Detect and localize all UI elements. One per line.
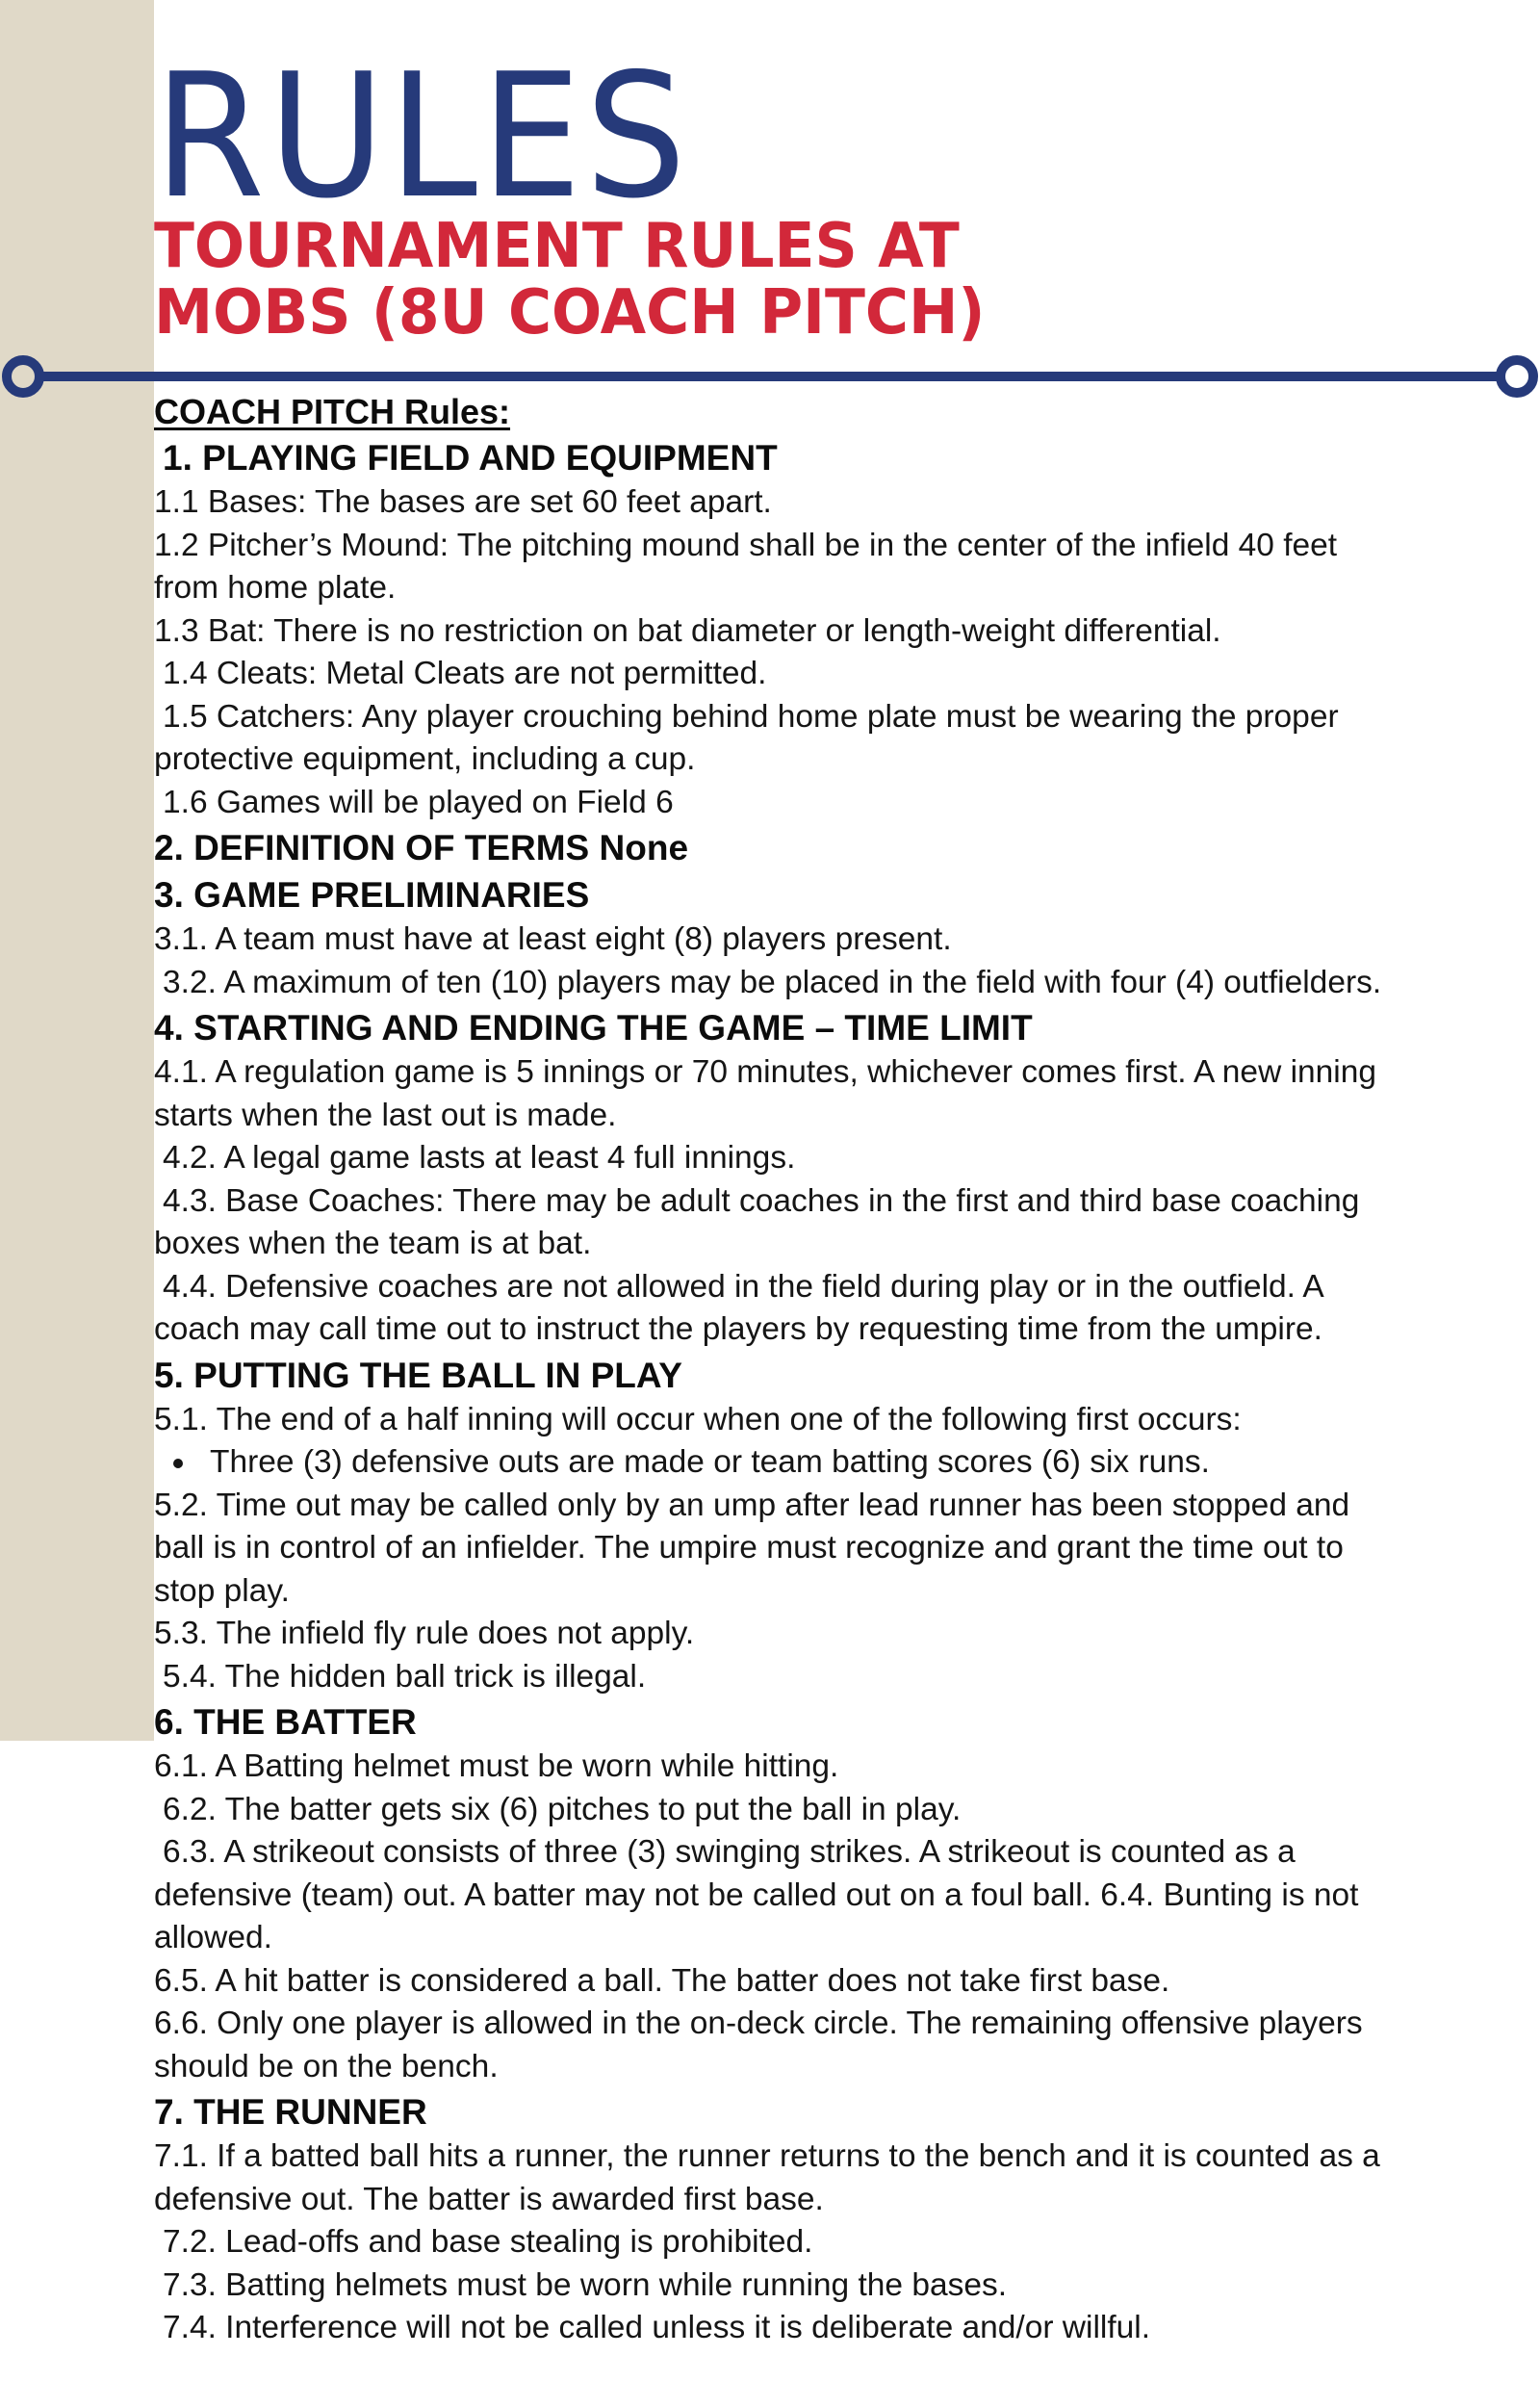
rule-line: 4.3. Base Coaches: There may be adult coaches in the first and third base coaching: [163, 1182, 1360, 1219]
bullet-text: Three (3) defensive outs are made or team batting scores (6) six runs.: [210, 1444, 1210, 1480]
rule-line: boxes when the team is at bat.: [154, 1226, 592, 1261]
rule-line: 4.4. Defensive coaches are not allowed in the field during play or in the outfield. A: [163, 1268, 1324, 1305]
section-ball-in-play: [154, 1352, 1521, 1699]
rule-line: 7.3. Batting helmets must be worn while running the bases.: [163, 2266, 1008, 2303]
section-heading: 7. THE RUNNER: [154, 2092, 427, 2132]
rule-line: 4.1. A regulation game is 5 innings or 70 minutes, whichever comes first. A new inning: [154, 1054, 1376, 1090]
rules-intro-heading: COACH PITCH Rules:: [154, 392, 511, 431]
rule-line: 4.2. A legal game lasts at least 4 full innings.: [163, 1140, 796, 1176]
rule-line: 5.2. Time out may be called only by an ump after lead runner has been stopped and: [154, 1487, 1350, 1523]
bullet-icon: [173, 1459, 183, 1468]
rule-line: 3.1. A team must have at least eight (8) players present.: [154, 921, 952, 957]
rule-line: 6.1. A Batting helmet must be worn while hitting.: [154, 1748, 839, 1784]
page-title: RULES: [154, 37, 690, 236]
section-heading: 5. PUTTING THE BALL IN PLAY: [154, 1355, 682, 1395]
bullet-item: [154, 1441, 1521, 1485]
section-the-runner: [154, 2088, 1521, 2350]
rules-content: [154, 390, 1521, 2350]
page-subtitle: [154, 211, 986, 349]
rule-line: 1.2 Pitcher’s Mound: The pitching mound shall be in the center of the infield 40 feet: [154, 527, 1338, 563]
rule-line: 7.4. Interference will not be called unless it is deliberate and/or willful.: [163, 2310, 1151, 2345]
rule-line: ball is in control of an infielder. The umpire must recognize and grant the time out to: [154, 1530, 1344, 1566]
rule-line: 1.3 Bat: There is no restriction on bat diameter or length-weight differential.: [154, 612, 1221, 649]
rule-line: 6.2. The batter gets six (6) pitches to put the ball in play.: [163, 1791, 962, 1827]
rule-line: should be on the bench.: [154, 2048, 499, 2084]
rule-line: 5.3. The infield fly rule does not apply.: [154, 1616, 695, 1651]
ring-left-icon: [7, 360, 39, 393]
section-starting-ending: [154, 1004, 1521, 1352]
rule-line: 5.4. The hidden ball trick is illegal.: [163, 1658, 647, 1695]
section-the-batter: [154, 1698, 1521, 2088]
section-definitions: [154, 824, 1521, 871]
subtitle-line: TOURNAMENT RULES AT: [154, 211, 960, 282]
section-game-preliminaries: [154, 871, 1521, 1004]
rule-line: defensive out. The batter is awarded first base.: [154, 2181, 824, 2217]
rule-line: from home plate.: [154, 570, 397, 606]
rule-line: 7.2. Lead-offs and base stealing is prohibited.: [163, 2224, 813, 2260]
rule-line: 1.1 Bases: The bases are set 60 feet apart.: [154, 484, 772, 520]
rule-line: 3.2. A maximum of ten (10) players may be placed in the field with four (4) outfielders.: [163, 964, 1382, 1000]
rule-line: coach may call time out to instruct the players by requesting time from the umpire.: [154, 1311, 1322, 1347]
rule-line: 6.3. A strikeout consists of three (3) swinging strikes. A strikeout is counted as a: [163, 1834, 1296, 1870]
section-heading: 6. THE BATTER: [154, 1702, 417, 1742]
rule-line: allowed.: [154, 1920, 272, 1955]
section-heading: 1. PLAYING FIELD AND EQUIPMENT: [163, 438, 778, 478]
rule-line: 5.1. The end of a half inning will occur when one of the following first occurs:: [154, 1401, 1242, 1437]
rule-line: defensive (team) out. A batter may not be called out on a foul ball. 6.4. Bunting is not: [154, 1876, 1359, 1913]
sidebar-accent-panel: [0, 0, 154, 1741]
section-playing-field: [154, 434, 1521, 824]
rule-line: protective equipment, including a cup.: [154, 741, 696, 777]
section-heading: 2. DEFINITION OF TERMS None: [154, 828, 689, 867]
rule-line: 1.5 Catchers: Any player crouching behind home plate must be wearing the proper: [163, 698, 1339, 735]
rule-line: 1.4 Cleats: Metal Cleats are not permitted.: [163, 656, 767, 691]
rule-line: stop play.: [154, 1572, 290, 1609]
rule-line: 1.6 Games will be played on Field 6: [163, 784, 674, 820]
section-heading: 3. GAME PRELIMINARIES: [154, 875, 590, 915]
rule-line: 6.5. A hit batter is considered a ball. The batter does not take first base.: [154, 1962, 1170, 1999]
rule-line: 6.6. Only one player is allowed in the on-deck circle. The remaining offensive players: [154, 2006, 1363, 2041]
ring-right-icon: [1501, 360, 1533, 393]
rule-line: 7.1. If a batted ball hits a runner, the runner returns to the bench and it is counted as a: [154, 2138, 1380, 2174]
section-heading: 4. STARTING AND ENDING THE GAME – TIME LIMIT: [154, 1008, 1033, 1048]
rule-line: starts when the last out is made.: [154, 1097, 617, 1133]
subtitle-line: MOBS (8U COACH PITCH): [154, 277, 986, 349]
